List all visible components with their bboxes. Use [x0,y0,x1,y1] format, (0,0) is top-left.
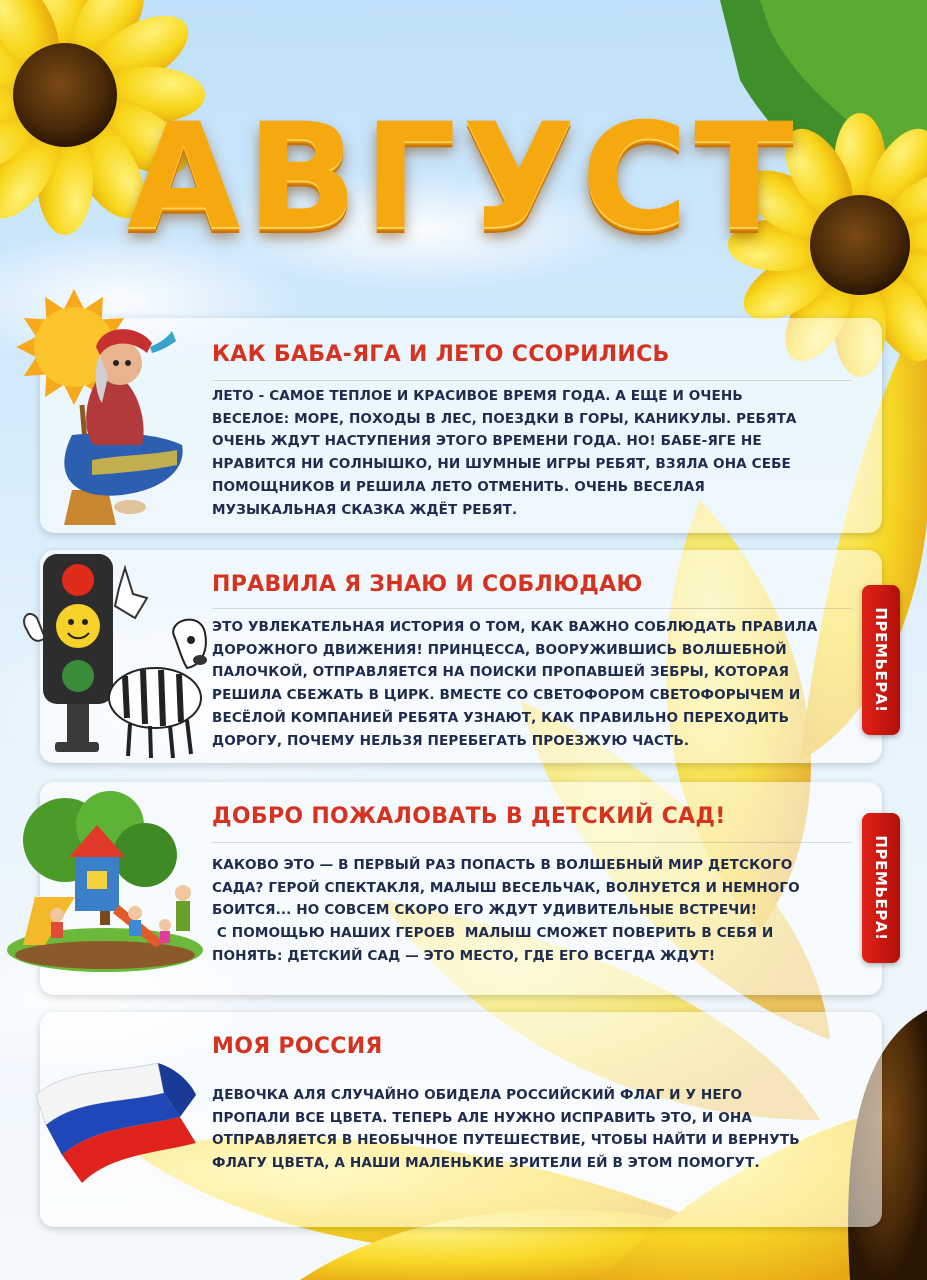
card-description: КАКОВО ЭТО — В ПЕРВЫЙ РАЗ ПОПАСТЬ В ВОЛШЕБНЫЙ МИР ДЕТСКОГО САДА? ГЕРОЙ СПЕКТАКЛЯ, МАЛЫШ ВЕСЕЛЬЧАК, ВОЛНУЕТСЯ И НЕМНОГО БОИТСЯ... НО СОВСЕМ СКОРО ЕГО ЖДУТ УДИВИТЕЛЬНЫЕ ВСТРЕЧИ! С ПОМОЩЬЮ НАШИХ ГЕРОЕВ МАЛЫШ СМОЖЕТ ПОВЕРИТЬ В СЕБЯ И ПОНЯТЬ: ДЕТСКИЙ САД — ЭТО МЕСТО, ГДЕ ЕГО ВСЕГДА ЖДУТ! [212,857,800,964]
playground-icon [5,785,210,980]
premiere-badge: ПРЕМЬЕРА! [862,585,900,735]
baba-yaga-illustration-icon [12,285,192,535]
title-divider [212,842,852,843]
card-title: КАК БАБА-ЯГА И ЛЕТО ССОРИЛИСЬ [212,342,670,367]
title-divider [212,380,852,381]
page-title: АВГУСТ [127,92,800,262]
russian-flag-icon [28,1055,208,1190]
card-description: ЭТО УВЛЕКАТЕЛЬНАЯ ИСТОРИЯ О ТОМ, КАК ВАЖНО СОБЛЮДАТЬ ПРАВИЛА ДОРОЖНОГО ДВИЖЕНИЯ! ПРИНЦЕССА, ВООРУЖИВШИСЬ ВОЛШЕБНОЙ ПАЛОЧКОЙ, ОТПРАВЛЯЕТСЯ НА ПОИСКИ ПРОПАВШЕЙ ЗЕБРЫ, КОТОРАЯ РЕШИЛА СБЕЖАТЬ В ЦИРК. ВМЕСТЕ СО СВЕТОФОРОМ СВЕТОФОРЫЧЕМ И ВЕСЁЛОЙ КОМПАНИЕЙ РЕБЯТА УЗНАЮТ, КАК ПРАВИЛЬНО ПЕРЕХОДИТЬ ДОРОГУ, ПОЧЕМУ НЕЛЬЗЯ ПЕРЕБЕГАТЬ ПРОЕЗЖУЮ ЧАСТЬ. [212,619,818,749]
card-description: ЛЕТО - САМОЕ ТЕПЛОЕ И КРАСИВОЕ ВРЕМЯ ГОДА. А ЕЩЕ И ОЧЕНЬ ВЕСЕЛОЕ: МОРЕ, ПОХОДЫ В ЛЕС, ПОЕЗДКИ В ГОРЫ, КАНИКУЛЫ. РЕБЯТА ОЧЕНЬ ЖДУТ НАСТУПЕНИЯ ЭТОГО ВРЕМЕНИ ГОДА. НО! БАБЕ-ЯГЕ НЕ НРАВИТСЯ НИ СОЛНЫШКО, НИ ШУМНЫЕ ИГРЫ РЕБЯТ, ВЗЯЛА ОНА СЕБЕ ПОМОЩНИКОВ И РЕШИЛА ЛЕТО ОТМЕНИТЬ. ОЧЕНЬ ВЕСЕЛАЯ МУЗЫКАЛЬНАЯ СКАЗКА ЖДЁТ РЕБЯТ. [212,388,797,518]
title-divider [212,608,852,609]
card-title: ПРАВИЛА Я ЗНАЮ И СОБЛЮДАЮ [212,572,643,597]
card-title: ДОБРО ПОЖАЛОВАТЬ В ДЕТСКИЙ САД! [212,804,726,829]
traffic-light-zebra-icon [15,548,220,763]
card-description: ДЕВОЧКА АЛЯ СЛУЧАЙНО ОБИДЕЛА РОССИЙСКИЙ ФЛАГ И У НЕГО ПРОПАЛИ ВСЕ ЦВЕТА. ТЕПЕРЬ АЛЕ НУЖНО ИСПРАВИТЬ ЭТО, И ОНА ОТПРАВЛЯЕТСЯ В НЕОБЫЧНОЕ ПУТЕШЕСТВИЕ, ЧТОБЫ НАЙТИ И ВЕРНУТЬ ФЛАГУ ЦВЕТА, А НАШИ МАЛЕНЬКИЕ ЗРИТЕЛИ ЕЙ В ЭТОМ ПОМОГУТ. [212,1087,800,1172]
card-title: МОЯ РОССИЯ [212,1034,383,1059]
premiere-badge: ПРЕМЬЕРА! [862,813,900,963]
